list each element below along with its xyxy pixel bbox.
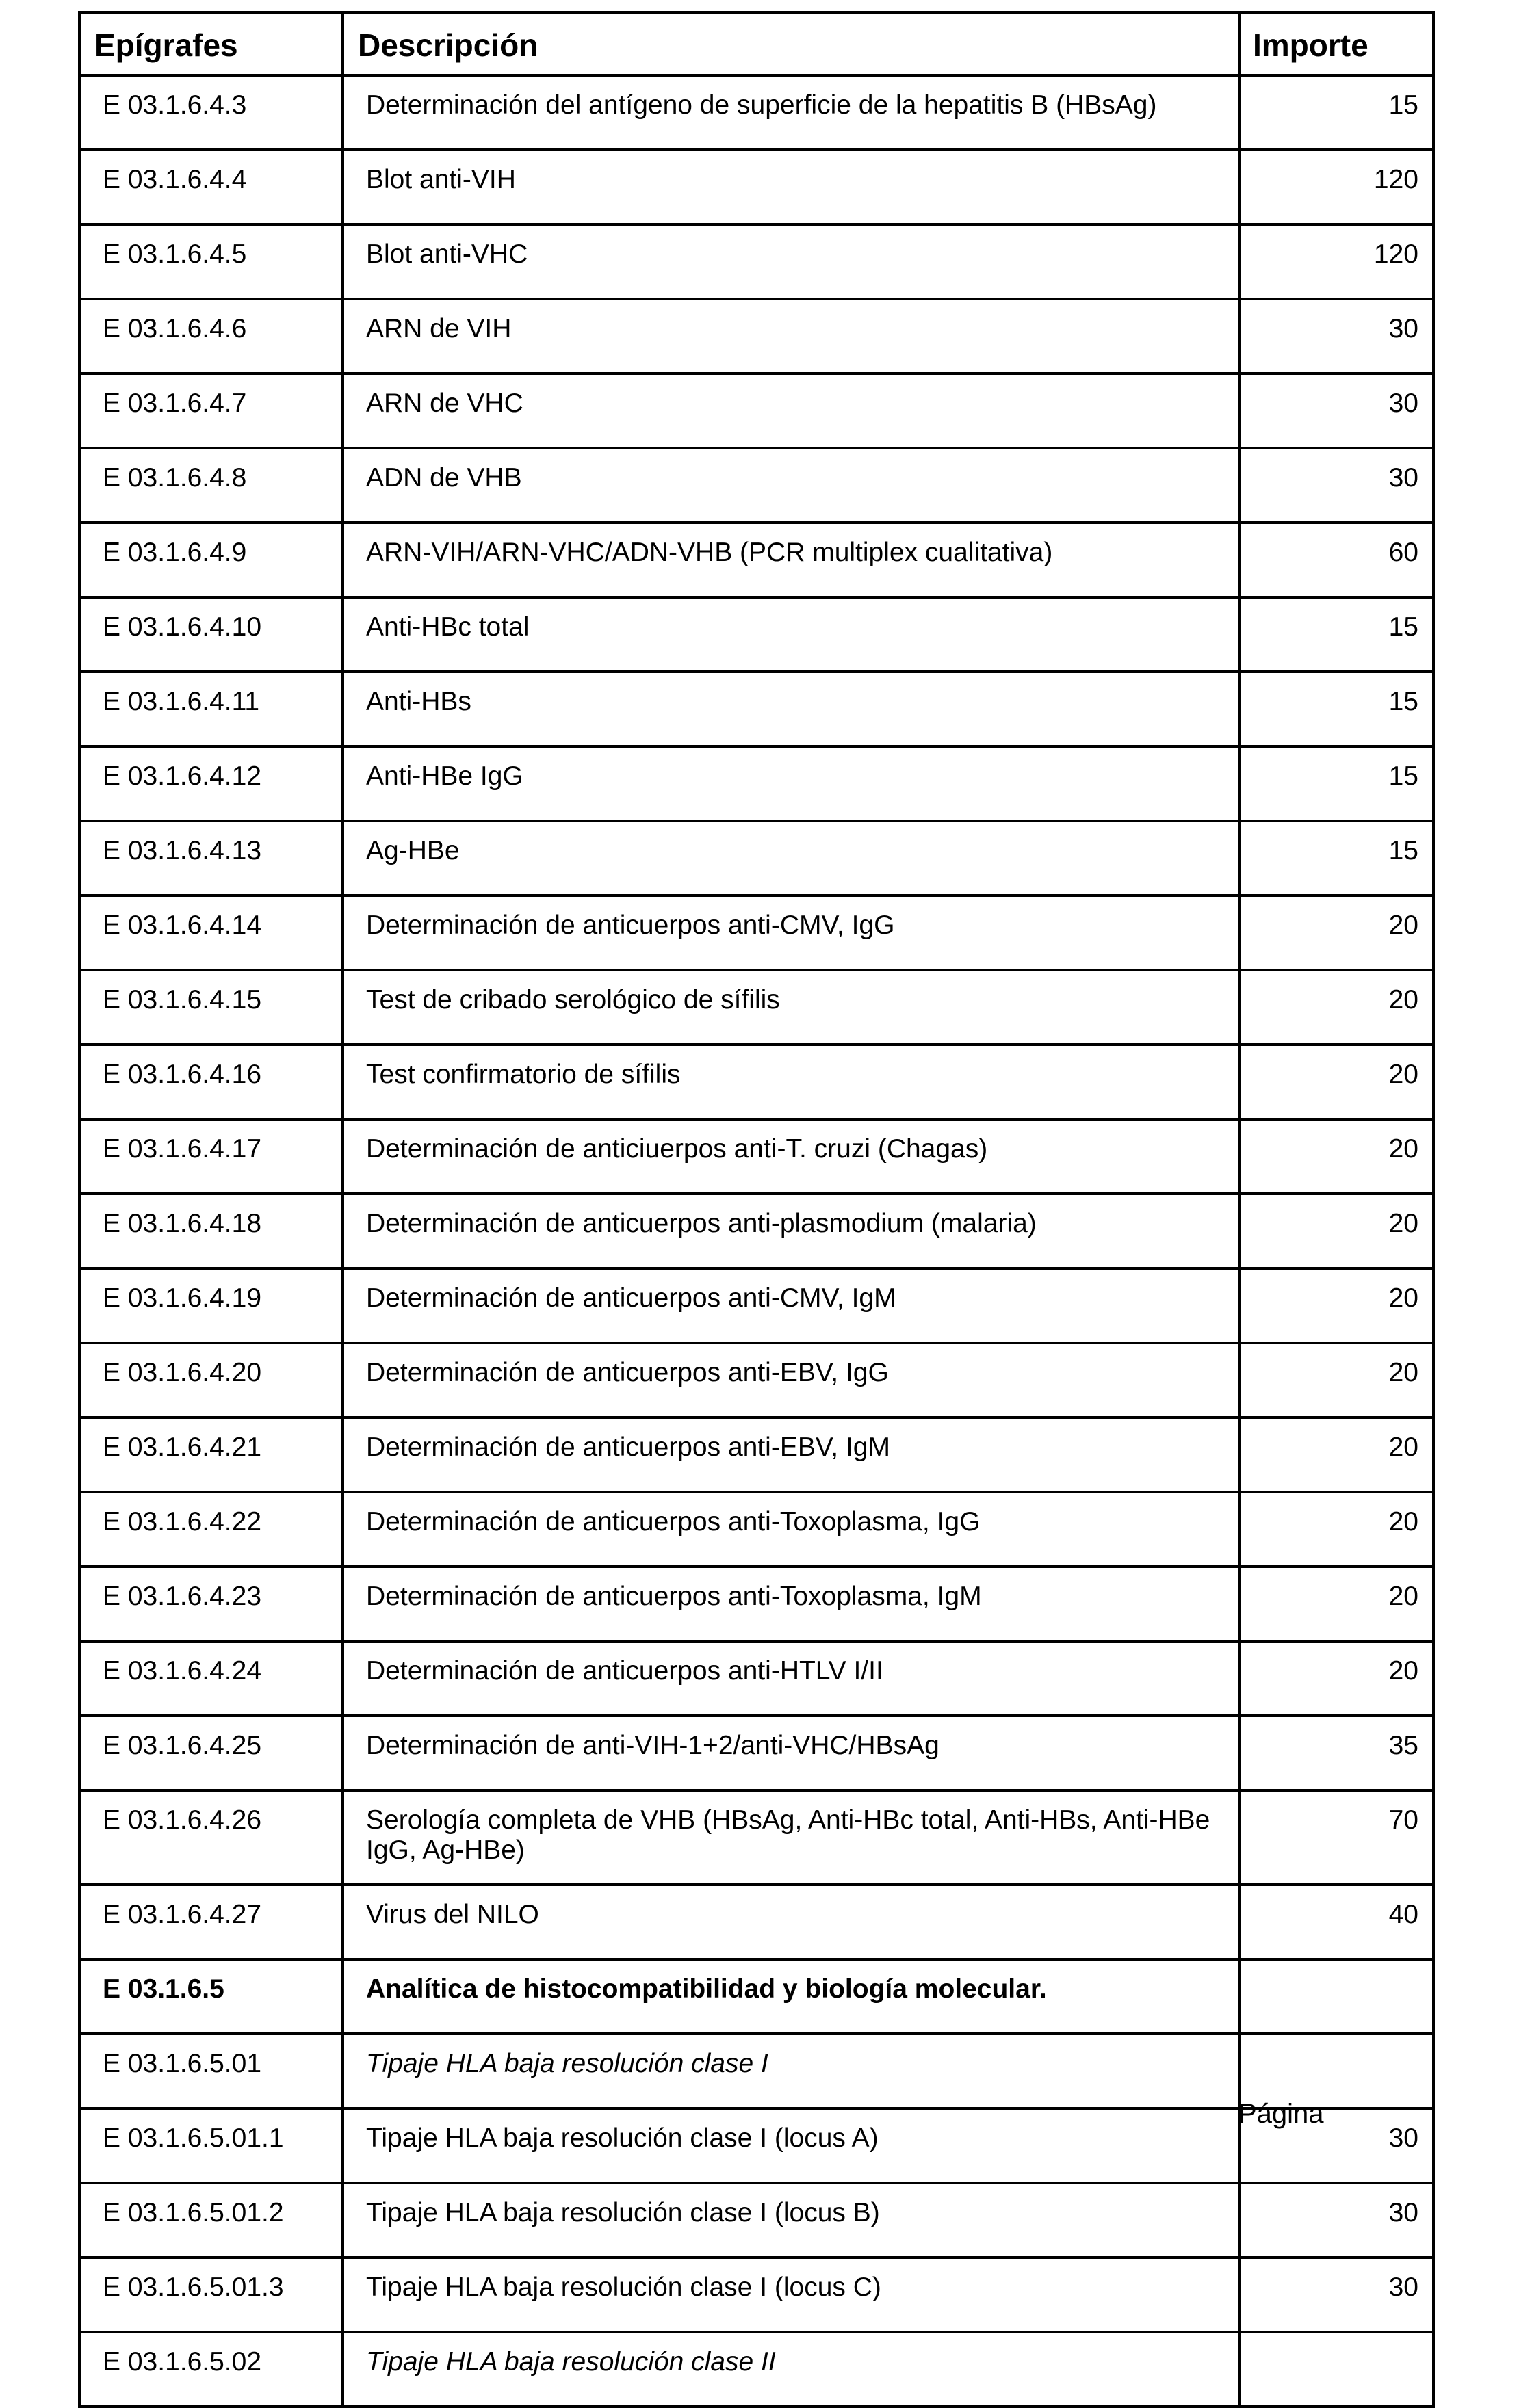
row-code: E 03.1.6.4.6 [79,299,343,374]
row-description: ARN de VIH [343,299,1239,374]
table-row [79,150,1433,224]
table-row [79,1567,1433,1641]
row-code: E 03.1.6.4.16 [79,1045,343,1119]
row-code: E 03.1.6.4.9 [79,523,343,597]
row-code: E 03.1.6.4.8 [79,448,343,523]
row-code: E 03.1.6.5 [79,1959,343,2034]
row-code: E 03.1.6.5.01.2 [79,2183,343,2258]
row-description: Anti-HBe IgG [343,746,1239,821]
row-amount: 20 [1239,970,1433,1045]
row-code: E 03.1.6.4.21 [79,1417,343,1492]
row-description: Virus del NILO [343,1885,1239,1959]
row-code: E 03.1.6.4.4 [79,150,343,224]
row-code: E 03.1.6.4.14 [79,895,343,970]
row-amount [1239,2332,1433,2407]
row-code: E 03.1.6.4.7 [79,374,343,448]
row-code: E 03.1.6.5.01.3 [79,2258,343,2332]
row-code: E 03.1.6.4.26 [79,1790,343,1885]
row-code: E 03.1.6.4.23 [79,1567,343,1641]
row-code: E 03.1.6.4.25 [79,1716,343,1790]
row-code: E 03.1.6.5.01 [79,2034,343,2108]
row-code: E 03.1.6.4.27 [79,1885,343,1959]
row-description: Anti-HBs [343,672,1239,746]
table-row [79,1343,1433,1417]
row-code: E 03.1.6.4.17 [79,1119,343,1194]
table-row [79,2332,1433,2407]
row-amount: 15 [1239,672,1433,746]
row-code: E 03.1.6.4.11 [79,672,343,746]
row-description: ADN de VHB [343,448,1239,523]
row-description: Tipaje HLA baja resolución clase I (locus A) [343,2108,1239,2183]
table-row [79,1194,1433,1268]
row-description: Determinación de anticuerpos anti-plasmodium (malaria) [343,1194,1239,1268]
table-row [79,224,1433,299]
row-amount: 15 [1239,597,1433,672]
row-description: Determinación de anticuerpos anti-Toxoplasma, IgM [343,1567,1239,1641]
row-description: Blot anti-VHC [343,224,1239,299]
row-code: E 03.1.6.4.18 [79,1194,343,1268]
row-code: E 03.1.6.4.20 [79,1343,343,1417]
row-description: Analítica de histocompatibilidad y biología molecular. [343,1959,1239,2034]
row-amount: 30 [1239,448,1433,523]
row-description: ARN-VIH/ARN-VHC/ADN-VHB (PCR multiplex cualitativa) [343,523,1239,597]
fee-table [78,11,1435,2408]
table-row [79,1959,1433,2034]
table-row [79,821,1433,895]
row-description: Test confirmatorio de sífilis [343,1045,1239,1119]
row-code: E 03.1.6.4.13 [79,821,343,895]
row-code: E 03.1.6.4.19 [79,1268,343,1343]
row-code: E 03.1.6.4.5 [79,224,343,299]
row-amount: 70 [1239,1790,1433,1885]
row-code: E 03.1.6.4.12 [79,746,343,821]
row-description: Tipaje HLA baja resolución clase II [343,2332,1239,2407]
row-amount: 20 [1239,895,1433,970]
table-header-row [79,12,1433,75]
row-description: Tipaje HLA baja resolución clase I (locus C) [343,2258,1239,2332]
row-amount: 30 [1239,2258,1433,2332]
table-row [79,1885,1433,1959]
table-row [79,1716,1433,1790]
header-epigrafes: Epígrafes [79,12,343,75]
table-row [79,672,1433,746]
row-description: Determinación de anticuerpos anti-EBV, IgG [343,1343,1239,1417]
row-description: Ag-HBe [343,821,1239,895]
table-row [79,1492,1433,1567]
row-description: Determinación de anticuerpos anti-CMV, IgG [343,895,1239,970]
table-row [79,2034,1433,2108]
row-amount: 30 [1239,2183,1433,2258]
table-row [79,1045,1433,1119]
row-code: E 03.1.6.5.01.1 [79,2108,343,2183]
header-descripcion: Descripción [343,12,1239,75]
page-number: Página [1238,2099,1324,2129]
row-description: Determinación de anticuerpos anti-Toxoplasma, IgG [343,1492,1239,1567]
row-description: Blot anti-VIH [343,150,1239,224]
row-description: Tipaje HLA baja resolución clase I [343,2034,1239,2108]
table-row [79,523,1433,597]
row-amount: 120 [1239,150,1433,224]
row-amount: 20 [1239,1194,1433,1268]
row-code: E 03.1.6.4.15 [79,970,343,1045]
row-description: Determinación de anti-VIH-1+2/anti-VHC/HBsAg [343,1716,1239,1790]
row-amount: 20 [1239,1045,1433,1119]
row-amount: 20 [1239,1492,1433,1567]
row-description: Determinación de anticuerpos anti-HTLV I/II [343,1641,1239,1716]
row-code: E 03.1.6.4.10 [79,597,343,672]
table-row [79,970,1433,1045]
row-amount: 30 [1239,299,1433,374]
row-code: E 03.1.6.5.02 [79,2332,343,2407]
row-amount: 20 [1239,1119,1433,1194]
row-amount [1239,2034,1433,2108]
row-code: E 03.1.6.4.24 [79,1641,343,1716]
table-row [79,75,1433,150]
row-amount: 20 [1239,1417,1433,1492]
table-row [79,895,1433,970]
row-amount [1239,1959,1433,2034]
row-amount: 35 [1239,1716,1433,1790]
row-amount: 15 [1239,75,1433,150]
row-amount: 60 [1239,523,1433,597]
table-row [79,299,1433,374]
row-code: E 03.1.6.4.3 [79,75,343,150]
row-description: Tipaje HLA baja resolución clase I (locus B) [343,2183,1239,2258]
table-row [79,2183,1433,2258]
row-description: Determinación de anticuerpos anti-CMV, IgM [343,1268,1239,1343]
table-row [79,2258,1433,2332]
row-description: Anti-HBc total [343,597,1239,672]
table-row [79,448,1433,523]
row-amount: 20 [1239,1268,1433,1343]
row-description: Determinación del antígeno de superficie de la hepatitis B (HBsAg) [343,75,1239,150]
row-amount: 15 [1239,821,1433,895]
table-row [79,1417,1433,1492]
table-row [79,1641,1433,1716]
row-amount: 15 [1239,746,1433,821]
row-amount: 40 [1239,1885,1433,1959]
row-amount: 30 [1239,374,1433,448]
table-row [79,374,1433,448]
table-row [79,746,1433,821]
table-row [79,1268,1433,1343]
header-importe: Importe [1239,12,1433,75]
row-description: Determinación de anticiuerpos anti-T. cruzi (Chagas) [343,1119,1239,1194]
row-description: ARN de VHC [343,374,1239,448]
table-row [79,1790,1433,1885]
row-description: Test de cribado serológico de sífilis [343,970,1239,1045]
row-amount: 20 [1239,1641,1433,1716]
row-code: E 03.1.6.4.22 [79,1492,343,1567]
row-description: Determinación de anticuerpos anti-EBV, IgM [343,1417,1239,1492]
row-amount: 120 [1239,224,1433,299]
row-description: Serología completa de VHB (HBsAg, Anti-HBc total, Anti-HBs, Anti-HBe IgG, Ag-HBe) [343,1790,1239,1885]
table-row [79,1119,1433,1194]
row-amount: 20 [1239,1343,1433,1417]
table-row [79,597,1433,672]
row-amount: 20 [1239,1567,1433,1641]
row-amount: 30 [1239,2108,1433,2183]
table-row [79,2108,1433,2183]
